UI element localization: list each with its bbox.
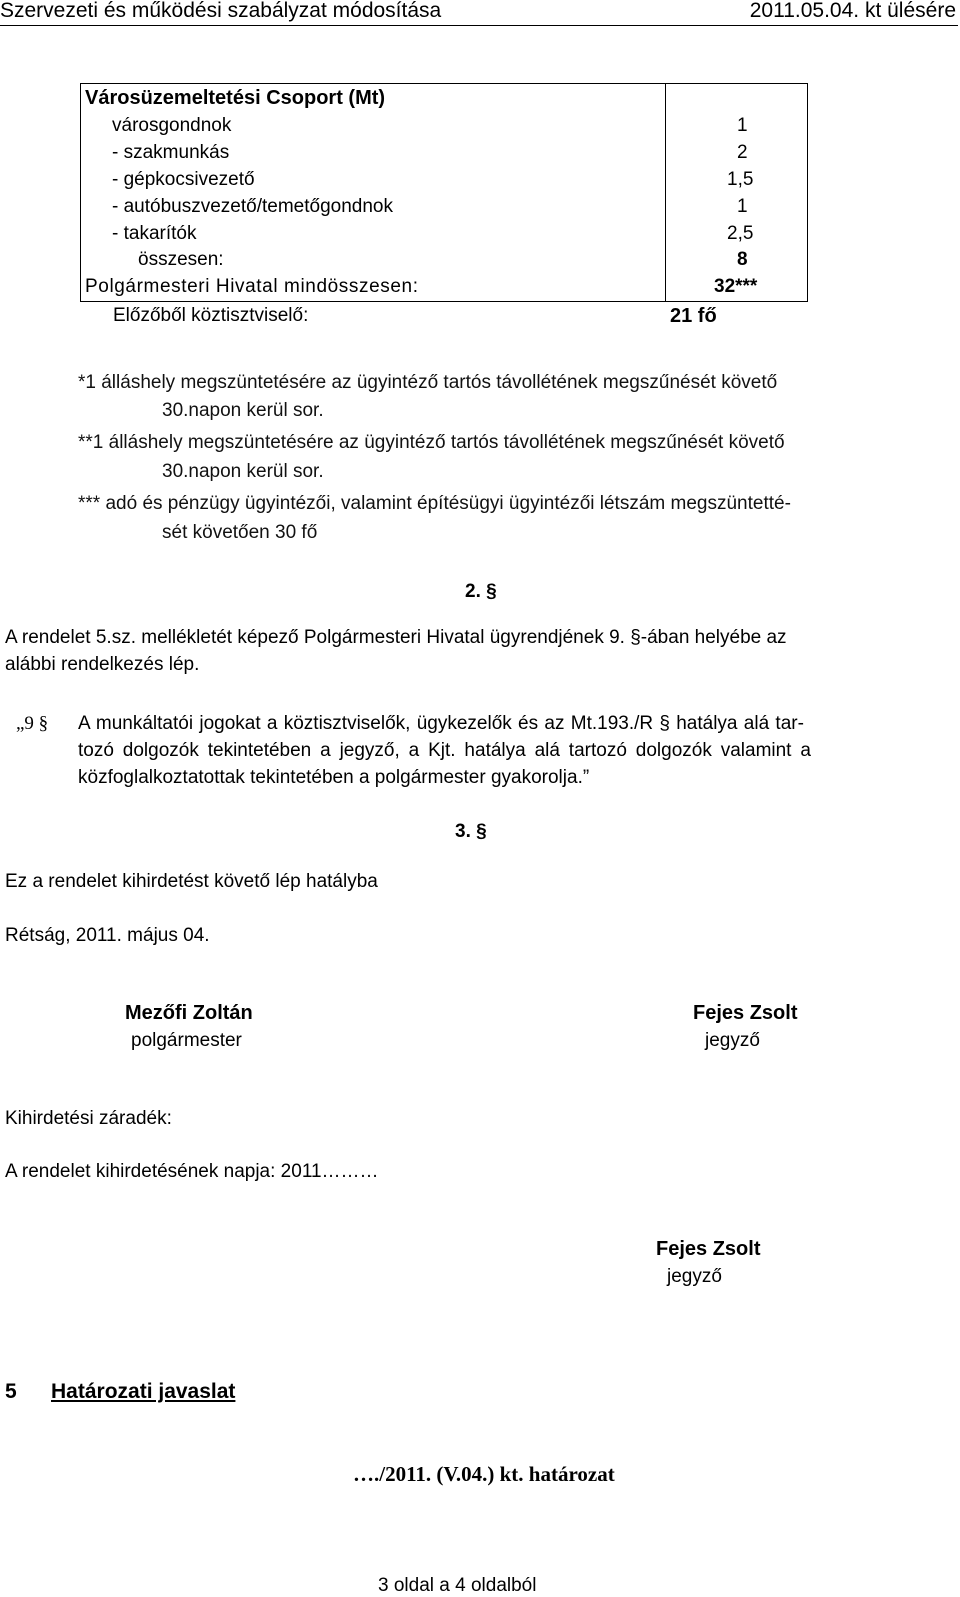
table-row-value: 1 (737, 196, 748, 217)
section-2-heading: 2. § (465, 581, 497, 602)
quote-marker: „9 § (16, 713, 49, 734)
resolution-reference: …./2011. (V.04.) kt. határozat (353, 1462, 615, 1486)
table-row-label: - gépkocsivezető (112, 169, 255, 190)
civil-servant-label: Előzőből köztisztviselő: (113, 305, 309, 326)
table-title: Városüzemeltetési Csoport (Mt) (85, 87, 386, 109)
header-meeting-date: 2011.05.04. kt ülésére (749, 0, 956, 22)
quote-line: tozó dolgozók tekintetében a jegyző, a Kjt. hatálya alá tartozó dolgozók valamint a (78, 740, 811, 761)
page-number: 3 oldal a 4 oldalból (378, 1575, 537, 1596)
table-row-label: - autóbuszvezető/temetőgondnok (112, 196, 393, 217)
table-row-label: - takarítók (112, 223, 197, 244)
section-3-text: Ez a rendelet kihirdetést követő lép hatályba (5, 871, 378, 892)
resolution-number: 5 (5, 1380, 17, 1403)
promulgation-date: A rendelet kihirdetésének napja: 2011……… (5, 1161, 379, 1182)
table-row-value: 1,5 (727, 169, 754, 190)
table-row-value: 2,5 (727, 223, 754, 244)
section-3-heading: 3. § (455, 821, 487, 842)
table-grand-total-label: Polgármesteri Hivatal mindösszesen: (85, 276, 419, 297)
signature-title: polgármester (131, 1030, 242, 1051)
table-row-value: 2 (737, 142, 748, 163)
promulgation-label: Kihirdetési záradék: (5, 1108, 172, 1129)
signature-title: jegyző (705, 1030, 760, 1051)
section-2-paragraph-line: alábbi rendelkezés lép. (5, 654, 200, 675)
signature-name: Fejes Zsolt (693, 1002, 798, 1024)
header-title: Szervezeti és működési szabályzat módosítása (0, 0, 442, 22)
footnote-line: 30.napon kerül sor. (162, 400, 324, 421)
promulgation-signer-name: Fejes Zsolt (656, 1238, 761, 1260)
header-rule (0, 25, 958, 26)
promulgation-signer-title: jegyző (667, 1266, 722, 1287)
footnote-line: *** adó és pénzügy ügyintézői, valamint építésügyi ügyintézői létszám megszüntetté- (78, 493, 791, 514)
footnote-line: **1 álláshely megszüntetésére az ügyintéző tartós távollétének megszűnését követő (78, 432, 785, 453)
footnote-line: sét követően 30 fő (162, 522, 318, 543)
section-2-paragraph-line: A rendelet 5.sz. mellékletét képező Polgármesteri Hivatal ügyrendjének 9. §-ában helyébe az (5, 627, 787, 648)
resolution-title: Határozati javaslat (51, 1380, 236, 1403)
table-total-label: összesen: (138, 249, 224, 270)
table-row-label: városgondnok (112, 115, 232, 136)
footnote-line: *1 álláshely megszüntetésére az ügyintéző tartós távollétének megszűnését követő (78, 372, 778, 393)
footnote-line: 30.napon kerül sor. (162, 461, 324, 482)
civil-servant-value: 21 fő (670, 305, 717, 327)
table-row-value: 1 (737, 115, 748, 136)
signature-name: Mezőfi Zoltán (125, 1002, 253, 1024)
table-grand-total-value: 32*** (714, 276, 758, 297)
quote-line: A munkáltatói jogokat a köztisztviselők, ügykezelők és az Mt.193./R § hatálya alá tar- (78, 713, 804, 734)
table-total-value: 8 (737, 249, 748, 270)
place-date: Rétság, 2011. május 04. (5, 925, 210, 946)
page-header (0, 0, 958, 27)
table-row-label: - szakmunkás (112, 142, 230, 163)
quote-line: közfoglalkoztatottak tekintetében a polgármester gyakorolja.” (78, 767, 590, 788)
